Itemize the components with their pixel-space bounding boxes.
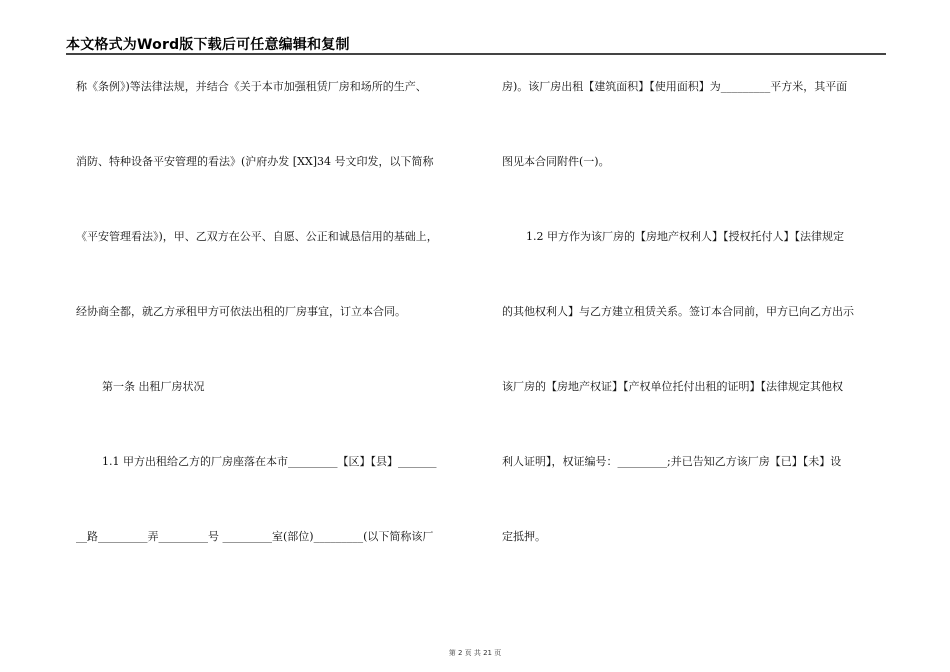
text-line: 称《条例》)等法律法规，并结合《关于本市加强租赁厂房和场所的生产、	[76, 80, 427, 93]
right-column	[502, 79, 887, 604]
text-line: 图见本合同附件(一)。	[502, 155, 610, 168]
page-indicator: 第 2 页 共 21 页	[448, 649, 502, 657]
text-line: 经协商全都，就乙方承租甲方可依法出租的厂房事宜，订立本合同。	[76, 305, 406, 318]
text-line: 《平安管理看法》)，甲、乙双方在公平、自愿、公正和诚恳信用的基础上，	[76, 230, 438, 243]
header-divider	[66, 53, 886, 55]
text-line: 利人证明】，权证编号：_________;并已告知乙方该厂房【已】【未】设	[502, 455, 842, 468]
text-line: 1.2 甲方作为该厂房的【房地产权利人】【授权托付人】【法律规定	[526, 230, 844, 243]
text-line: 1.1 甲方出租给乙方的厂房座落在本市_________【区】【县】_______	[102, 455, 437, 468]
text-line: 房)。该厂房出租【建筑面积】【使用面积】为_________平方米，其平面	[502, 80, 848, 93]
text-line: __路_________弄_________号 _________室(部位)_________(以下简称该厂	[76, 530, 434, 543]
section-heading: 第一条 出租厂房状况	[102, 380, 205, 393]
text-line: 消防、特种设备平安管理的看法》(沪府办发 [XX]34 号文印发，以下简称	[76, 155, 434, 168]
document-banner: 本文格式为Word版下载后可任意编辑和复制	[66, 37, 350, 53]
text-line: 定抵押。	[502, 530, 546, 543]
text-line: 该厂房的【房地产权证】【产权单位托付出租的证明】【法律规定其他权	[502, 380, 843, 393]
text-line: 的其他权利人】与乙方建立租赁关系。签订本合同前，甲方已向乙方出示	[502, 305, 854, 318]
left-column	[76, 79, 466, 604]
